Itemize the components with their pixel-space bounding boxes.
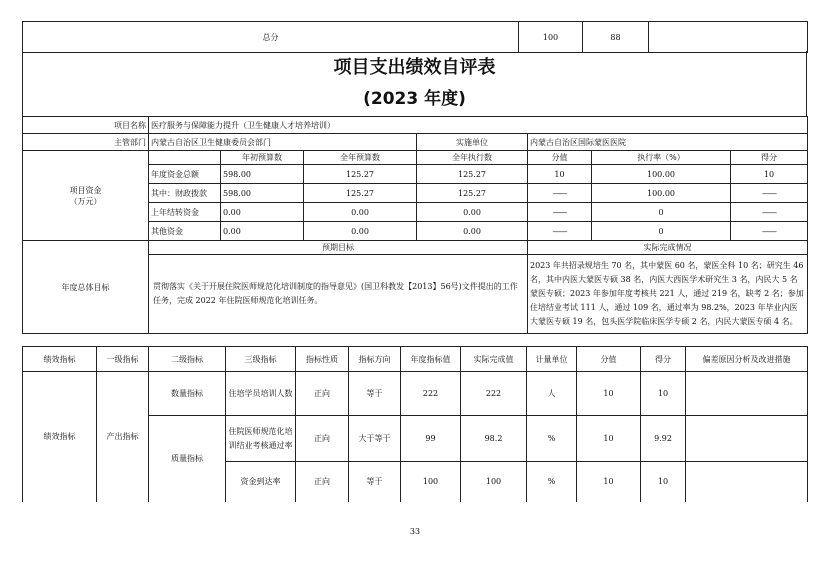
perf-header: 绩效指标 [23, 347, 97, 372]
perf-unit: 人 [527, 372, 577, 416]
perf-header: 一级指标 [97, 347, 149, 372]
funds-row-budget: 598.00 [221, 165, 304, 184]
funds-row-rate: 100.00 [592, 165, 731, 184]
funds-row-full: 0.00 [304, 203, 417, 222]
unit-value: 内蒙古自治区国际蒙医医院 [528, 134, 808, 151]
perf-direction: 等于 [349, 372, 401, 416]
unit-label: 实施单位 [417, 134, 528, 151]
perf-level1: 产出指标 [97, 372, 149, 502]
perf-unit: % [527, 462, 577, 502]
funds-header-full: 全年预算数 [304, 151, 417, 165]
funds-row-got: —— [731, 203, 808, 222]
perf-level2: 数量指标 [149, 372, 226, 416]
perf-col1: 绩效指标 [23, 372, 97, 502]
funds-row-score: —— [528, 222, 592, 241]
funds-row-score: —— [528, 203, 592, 222]
funds-header-rate: 执行率（%） [592, 151, 731, 165]
perf-header: 偏差原因分析及改进措施 [686, 347, 808, 372]
funds-row-budget: 0.00 [221, 222, 304, 241]
funds-row-score: —— [528, 184, 592, 203]
perf-header: 计量单位 [527, 347, 577, 372]
funds-row-name: 上年结转资金 [149, 203, 221, 222]
perf-direction: 大于等于 [349, 416, 401, 462]
funds-row-rate: 0 [592, 203, 731, 222]
funds-row-score: 10 [528, 165, 592, 184]
goal-label: 年度总体目标 [23, 241, 149, 334]
funds-header-exec: 全年执行数 [417, 151, 528, 165]
perf-score: 10 [577, 372, 641, 416]
total-label: 总分 [23, 22, 519, 53]
total-score-table [22, 21, 808, 53]
page-year: (2023 年度) [363, 89, 466, 109]
funds-header-blank [149, 151, 221, 165]
total-obtained: 88 [583, 22, 649, 53]
funds-row-name: 年度资金总额 [149, 165, 221, 184]
total-score: 100 [519, 22, 583, 53]
page-title: 项目支出绩效自评表 [333, 57, 496, 78]
perf-header: 指标方向 [349, 347, 401, 372]
funds-row-exec: 0.00 [417, 203, 528, 222]
funds-row-exec: 125.27 [417, 165, 528, 184]
perf-header: 指标性质 [296, 347, 349, 372]
perf-header: 得分 [641, 347, 686, 372]
funds-row-rate: 0 [592, 222, 731, 241]
perf-note [686, 416, 808, 462]
funds-row-name: 其他资金 [149, 222, 221, 241]
project-name-label: 项目名称 [23, 117, 149, 134]
perf-level3: 住院医师规范化培训结业考核通过率 [226, 416, 296, 462]
perf-direction: 等于 [349, 462, 401, 502]
perf-got: 9.92 [641, 416, 686, 462]
perf-target: 100 [401, 462, 461, 502]
goal-actual-label: 实际完成情况 [528, 241, 808, 255]
perf-score: 10 [577, 462, 641, 502]
perf-nature: 正向 [296, 372, 349, 416]
funds-row-budget: 0.00 [221, 203, 304, 222]
title-block [22, 51, 807, 116]
perf-level3: 住培学员培训人数 [226, 372, 296, 416]
perf-got: 10 [641, 462, 686, 502]
funds-row-name: 其中：财政拨款 [149, 184, 221, 203]
funds-header-score: 分值 [528, 151, 592, 165]
perf-got: 10 [641, 372, 686, 416]
page-number: 33 [409, 527, 421, 536]
funds-row-exec: 0.00 [417, 222, 528, 241]
perf-actual: 98.2 [461, 416, 527, 462]
perf-note [686, 462, 808, 502]
funds-row-exec: 125.27 [417, 184, 528, 203]
funds-label: 项目资金 （万元） [23, 151, 149, 241]
performance-table [22, 346, 808, 502]
perf-header: 二级指标 [149, 347, 226, 372]
goal-expected: 贯彻落实《关于开展住院医师规范化培训制度的指导意见》(国卫科教发【2013】56号)文件提出的工作任务，完成 2022 年住院医师规范化培训任务。 [149, 255, 528, 334]
goal-actual: 2023 年共招录规培生 70 名，其中蒙医 60 名，蒙医全科 10 名；研究生 46 名，其中内医大蒙医专硕 38 名，内医大西医学术研究生 3 名，内民大 5 名蒙医专硕；2023 年参加年度考核共 221 人，通过 219 名，缺考 2 名；参加住培结业考试 111 人，通过 109 名，通过率为 98.2%，2023 年毕业内医大蒙医专硕 19 名，包头医学院临床医学专硕 2 名，内民大蒙医专硕 4 名。 [528, 255, 808, 334]
funds-row-got: —— [731, 184, 808, 203]
funds-row-budget: 598.00 [221, 184, 304, 203]
project-name: 医疗服务与保障能力提升（卫生健康人才培养培训） [149, 117, 808, 134]
perf-header: 年度指标值 [401, 347, 461, 372]
perf-header: 分值 [577, 347, 641, 372]
perf-level2: 质量指标 [149, 416, 226, 502]
perf-score: 10 [577, 416, 641, 462]
perf-level3: 资金到达率 [226, 462, 296, 502]
table-row [23, 372, 808, 416]
perf-actual: 100 [461, 462, 527, 502]
goal-expected-label: 预期目标 [149, 241, 528, 255]
funds-row-full: 125.27 [304, 184, 417, 203]
funds-row-full: 0.00 [304, 222, 417, 241]
perf-header: 实际完成值 [461, 347, 527, 372]
funds-row-full: 125.27 [304, 165, 417, 184]
total-empty [649, 22, 808, 53]
funds-row-rate: 100.00 [592, 184, 731, 203]
funds-row-got: 10 [731, 165, 808, 184]
perf-unit: % [527, 416, 577, 462]
perf-note [686, 372, 808, 416]
perf-actual: 222 [461, 372, 527, 416]
dept-value: 内蒙古自治区卫生健康委员会部门 [149, 134, 417, 151]
dept-label: 主管部门 [23, 134, 149, 151]
funds-row-got: —— [731, 222, 808, 241]
perf-target: 99 [401, 416, 461, 462]
perf-nature: 正向 [296, 416, 349, 462]
perf-header: 三级指标 [226, 347, 296, 372]
perf-nature: 正向 [296, 462, 349, 502]
project-info-table [22, 116, 808, 334]
perf-target: 222 [401, 372, 461, 416]
funds-header-budget: 年初预算数 [221, 151, 304, 165]
funds-header-got: 得分 [731, 151, 808, 165]
